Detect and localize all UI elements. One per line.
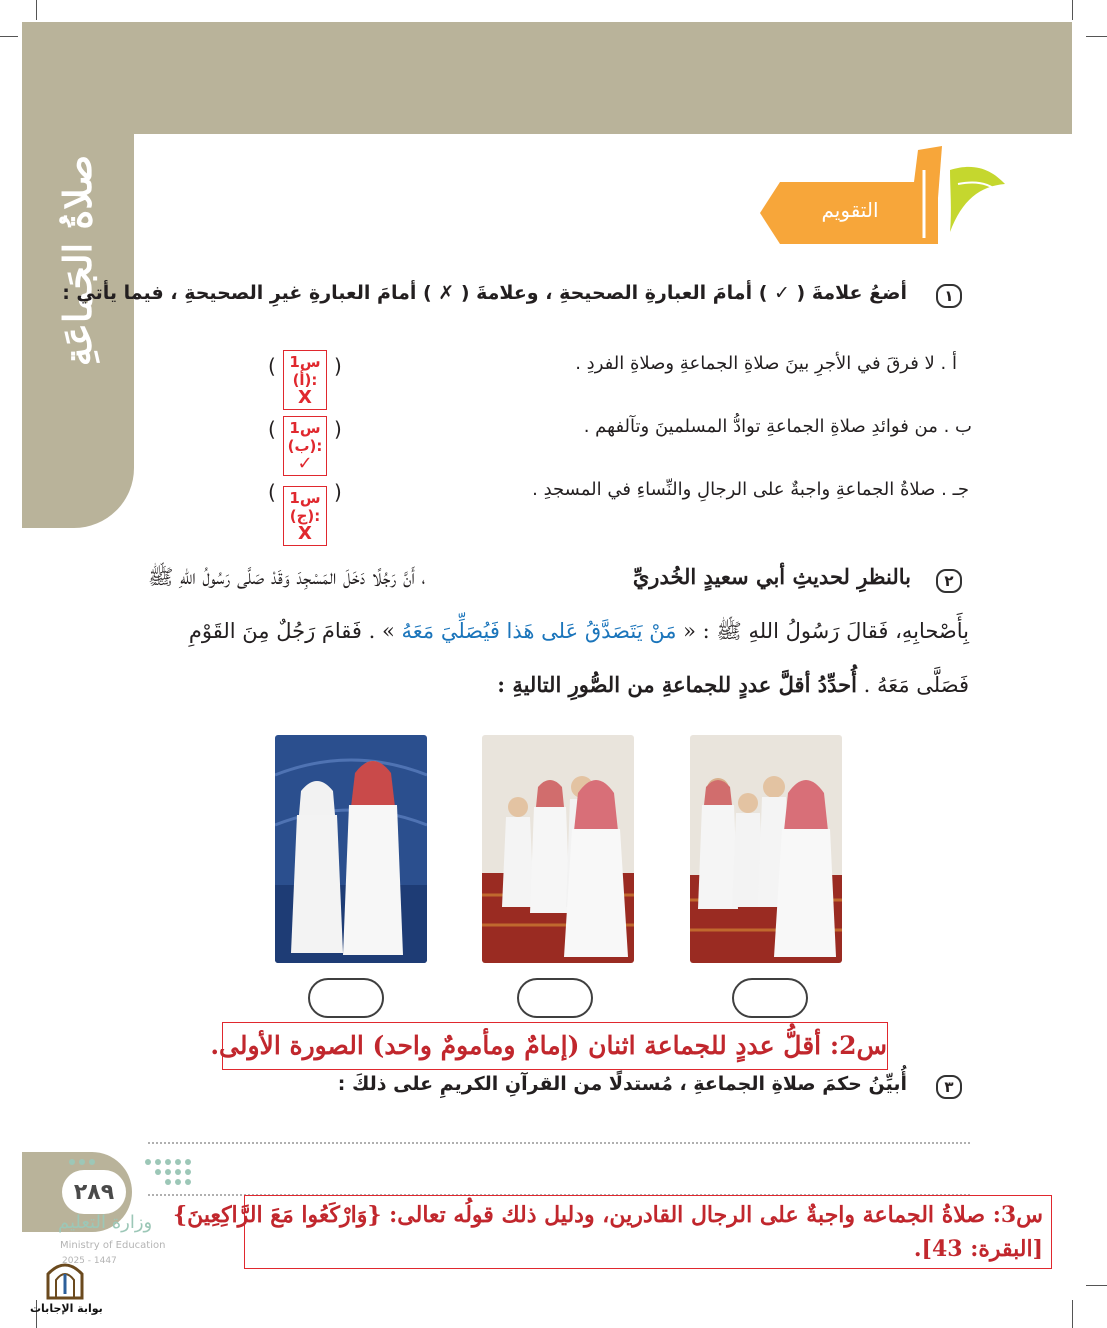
paren-open: ( [334, 417, 342, 441]
photo-group-prayer-2 [690, 735, 842, 963]
paren-close: ) [268, 354, 276, 378]
photo-two-worshippers [275, 735, 427, 963]
question-number: ١ [936, 284, 962, 308]
q1-item-c: جـ . صلاةُ الجماعةِ واجبةٌ على الرجالِ والنِّساءِ في المسجدِ . [532, 479, 969, 500]
answer-line [148, 1142, 970, 1144]
q2-line1-bold: بالنظرِ لحديثِ أبي سعيدٍ الخُدريِّ [632, 564, 911, 589]
answer-box-a: س1 :(أ) X [283, 350, 327, 410]
question-1-instruction: أضعُ علامةَ ( ✓ ) أمامَ العبارةِ الصحيحةِ ، وعلامةَ ( ✗ ) أمامَ العبارةِ غيرِ الصحيحةِ ، فيما يأتي : [62, 282, 907, 304]
question-number: ٣ [936, 1075, 962, 1099]
edition-year: 2025 - 1447 [62, 1256, 117, 1266]
crop-mark [1072, 0, 1073, 20]
cross-mark: X [298, 523, 312, 544]
paren-close: ) [268, 480, 276, 504]
answers-gate-label: بوابة الإجابات [30, 1302, 103, 1315]
ministry-name-en: Ministry of Education [60, 1240, 166, 1251]
page-number: ٢٨٩ [62, 1170, 126, 1214]
hadith-quote: مَنْ يَتَصَدَّقُ عَلى هَذا فَيُصَلِّيَ مَعَهُ [401, 619, 677, 643]
ministry-name-ar: وزارة التعليم [58, 1212, 153, 1233]
photo-group-prayer-1 [482, 735, 634, 963]
crop-mark [1086, 1285, 1107, 1286]
cross-mark: X [298, 387, 312, 408]
q1-item-b: ب . من فوائدِ صلاةِ الجماعةِ توادُّ المسلمينَ وتآلفهم . [583, 416, 972, 437]
q2-line3: فَصَلَّى مَعَهُ . أُحدِّدُ أقلَّ عددٍ للجماعةِ من الصُّورِ التاليةِ : [497, 672, 969, 697]
q3-answer: س3: صلاةُ الجماعة واجبةٌ على الرجال القادرين، ودليل ذلك قولُه تعالى: {وَارْكَعُوا مَعَ الرَّاكِعِينَ} [البقرة: 43]. [244, 1195, 1052, 1269]
question-number: ٢ [936, 569, 962, 593]
paren-close: ) [268, 417, 276, 441]
answer-box-b: س1 :(ب) ✓ [283, 416, 327, 476]
pen-icon [880, 140, 1010, 248]
check-mark: ✓ [297, 453, 313, 474]
chapter-title: صلاةُ الجَماعَةِ [55, 154, 101, 366]
q2-line2: بِأَصْحابِهِ، فَقالَ رَسُولُ اللهِ ﷺ : « مَنْ يَتَصَدَّقُ عَلى هَذا فَيُصَلِّيَ مَعَهُ » . فَقامَ رَجُلٌ مِنَ القَوْمِ [188, 619, 969, 643]
q2-line1: ، أَنَّ رَجُلًا دَخَلَ المَسْجِدَ وَقَدْ صَلَّى رَسُولُ اللهِ ﷺ [148, 565, 426, 589]
crop-mark [1086, 36, 1107, 37]
answer-oval[interactable] [517, 978, 593, 1018]
crop-mark [1072, 1300, 1073, 1328]
answer-box-c: س1 :(ج) X [283, 486, 327, 546]
q1-item-a: أ . لا فرقَ في الأجرِ بينَ صلاةِ الجماعةِ وصلاةِ الفردِ . [575, 353, 957, 374]
paren-open: ( [334, 354, 342, 378]
answers-gate-logo [44, 1256, 86, 1300]
header-band [22, 22, 1072, 134]
answer-oval[interactable] [308, 978, 384, 1018]
answer-oval[interactable] [732, 978, 808, 1018]
q2-answer: س2: أقلُّ عددٍ للجماعة اثنان (إمامٌ ومأمومٌ واحد) الصورة الأولى. [222, 1022, 888, 1070]
section-label: التقويم [821, 198, 879, 222]
crop-mark [0, 36, 18, 37]
crop-mark [36, 0, 37, 20]
question-3-text: أُبيِّنُ حكمَ صلاةِ الجماعةِ ، مُستدلًا من القرآنِ الكريمِ على ذلكَ : [337, 1073, 907, 1095]
paren-open: ( [334, 480, 342, 504]
